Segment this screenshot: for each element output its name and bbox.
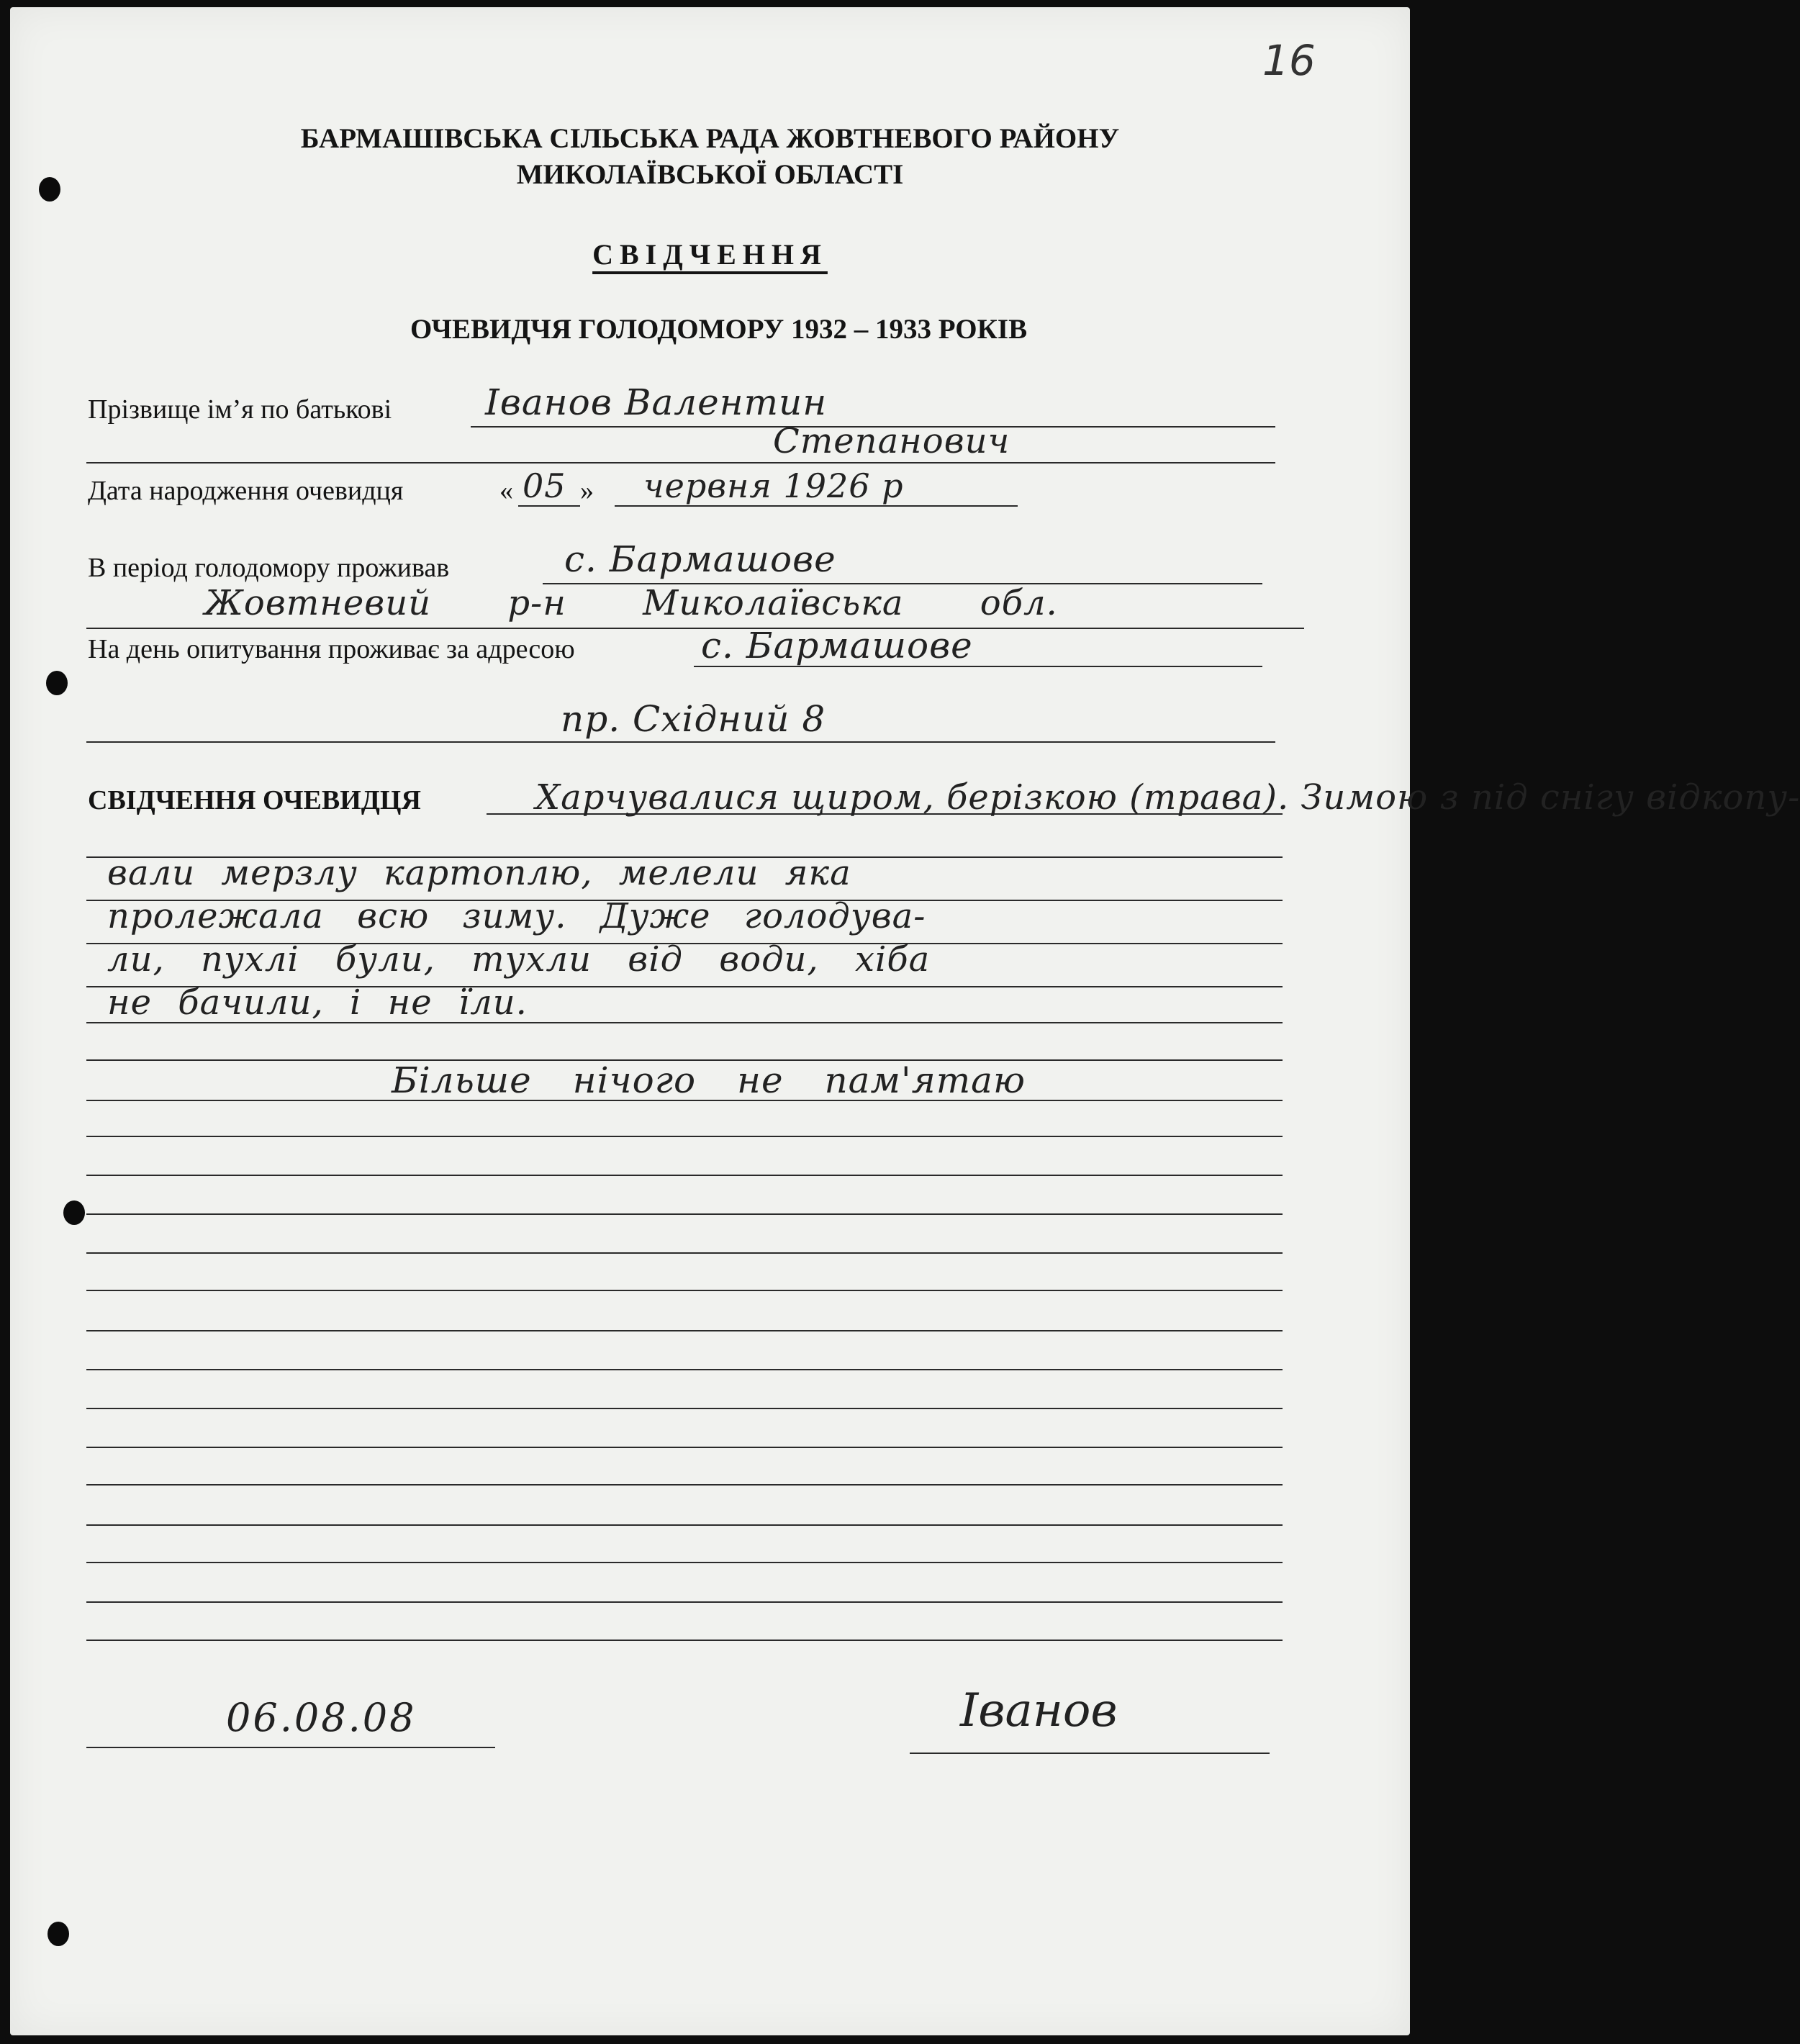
signature-line bbox=[910, 1753, 1270, 1754]
residence-value: с. Бармашове bbox=[564, 538, 836, 580]
birth-date-label: Дата народження очевидця bbox=[88, 476, 404, 506]
signed-date: 06.08.08 bbox=[226, 1695, 417, 1740]
testimony-line-2: вали мерзлу картоплю, мелели яка bbox=[107, 853, 851, 893]
birth-open-quote: « bbox=[499, 476, 513, 506]
ruled-line bbox=[86, 1408, 1283, 1409]
ruled-line bbox=[86, 1290, 1283, 1291]
address-value-2: пр. Східний 8 bbox=[561, 698, 826, 740]
address-line-2 bbox=[86, 741, 1275, 743]
ruled-line bbox=[86, 1369, 1283, 1370]
ruled-line bbox=[86, 1447, 1283, 1448]
address-value: с. Бармашове bbox=[701, 625, 973, 666]
header-line-1: БАРМАШІВСЬКА СІЛЬСЬКА РАДА ЖОВТНЕВОГО РАЙОНУ bbox=[300, 123, 1120, 154]
ruled-line bbox=[86, 1330, 1283, 1331]
testimony-label: СВІДЧЕННЯ ОЧЕВИДЦЯ bbox=[88, 785, 421, 815]
testimony-line-6: Більше нічого не пам'ятаю bbox=[392, 1059, 1026, 1101]
name-label: Прізвище ім’я по батькові bbox=[88, 394, 392, 425]
ruled-line bbox=[86, 1601, 1283, 1603]
ruled-line bbox=[86, 1524, 1283, 1526]
document-sheet bbox=[10, 7, 1800, 2035]
punch-hole bbox=[46, 671, 68, 695]
birth-month-line bbox=[615, 505, 1018, 507]
ruled-line bbox=[86, 1136, 1283, 1137]
birth-day-line bbox=[518, 505, 580, 507]
punch-hole bbox=[63, 1200, 85, 1225]
header-line-2: МИКОЛАЇВСЬКОЇ ОБЛАСТІ bbox=[516, 159, 904, 190]
signature: Іванов bbox=[960, 1684, 1118, 1737]
date-line bbox=[86, 1747, 495, 1748]
page-number: 16 bbox=[1262, 36, 1316, 85]
ruled-line bbox=[86, 1562, 1283, 1563]
ruled-line bbox=[86, 1640, 1283, 1641]
birth-close-quote: » bbox=[580, 476, 594, 506]
testimony-line-4: ли, пухлі були, тухли від води, хіба bbox=[107, 939, 931, 980]
document-subtitle: ОЧЕВИДЧЯ ГОЛОДОМОРУ 1932 – 1933 РОКІВ bbox=[410, 314, 1028, 345]
residence-label: В період голодомору проживав bbox=[88, 553, 450, 583]
ruled-line bbox=[86, 1252, 1283, 1254]
birth-day-value: 05 bbox=[523, 466, 566, 505]
document-title: СВІДЧЕННЯ bbox=[592, 238, 828, 271]
patronymic-value: Степанович bbox=[773, 421, 1010, 461]
residence-value-2: Жовтневий р-н Миколаївська обл. bbox=[204, 583, 1058, 623]
name-line-2 bbox=[86, 462, 1275, 463]
ruled-line bbox=[86, 1213, 1283, 1215]
ruled-line bbox=[86, 1484, 1283, 1485]
testimony-line-3: пролежала всю зиму. Дуже голодува- bbox=[107, 896, 926, 936]
address-label: На день опитування проживає за адресою bbox=[88, 634, 575, 664]
testimony-line-1: Харчувалися щиром, берізкою (трава). Зимою з під снігу відкопу- bbox=[535, 777, 1800, 818]
ruled-line bbox=[86, 1175, 1283, 1176]
birth-month-year-value: червня 1926 р bbox=[643, 466, 904, 505]
name-value: Іванов Валентин bbox=[485, 381, 828, 423]
punch-hole bbox=[48, 1922, 69, 1946]
testimony-line-5: не бачили, і не їли. bbox=[107, 982, 528, 1023]
residence-line-2 bbox=[86, 628, 1304, 629]
